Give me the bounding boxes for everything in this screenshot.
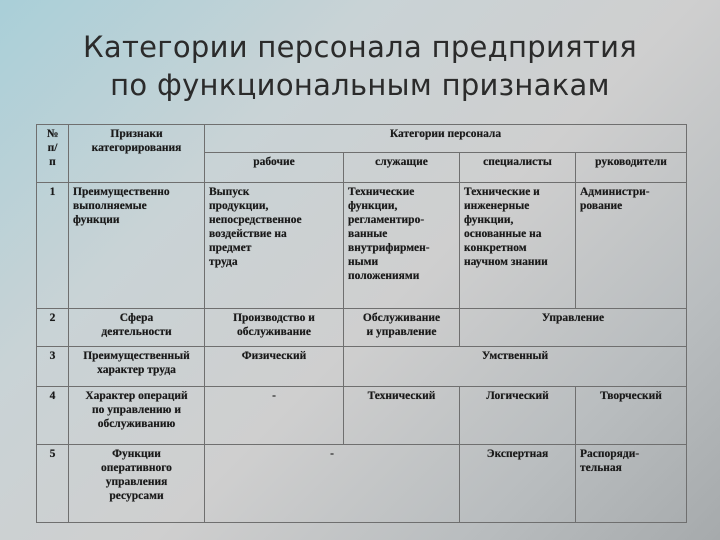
header-managers: руководители [576, 153, 687, 183]
row-sign: Преимущественный характер труда [69, 347, 205, 387]
row-number: 4 [37, 387, 69, 445]
cell-workers: Производство и обслуживание [205, 309, 344, 347]
row-number: 5 [37, 445, 69, 523]
header-sign: Признаки категорирования [69, 125, 205, 183]
cell-employees: Технический [344, 387, 460, 445]
header-employees: служащие [344, 153, 460, 183]
cell-workers: - [205, 387, 344, 445]
cell-workers-employees: - [205, 445, 460, 523]
header-workers: рабочие [205, 153, 344, 183]
cell-specialists: Экспертная [460, 445, 576, 523]
row-sign: Функции оперативного управления ресурсами [69, 445, 205, 523]
row-sign: Сфера деятельности [69, 309, 205, 347]
slide-title [0, 28, 720, 104]
title-line-1: Категории персонала предприятия [83, 30, 637, 64]
row-number: 1 [37, 183, 69, 309]
cell-managers: Творческий [576, 387, 687, 445]
header-specialists: специалисты [460, 153, 576, 183]
table-row [37, 309, 687, 347]
row-number: 2 [37, 309, 69, 347]
cell-specialists: Технические и инженерные функции, основанные на конкретном научном знании [460, 183, 576, 309]
row-sign: Преимущественно выполняемые функции [69, 183, 205, 309]
row-number: 3 [37, 347, 69, 387]
table-row [37, 387, 687, 445]
cell-managers: Распоряди- тельная [576, 445, 687, 523]
cell-specialists-managers: Управление [460, 309, 687, 347]
table-row [37, 347, 687, 387]
personnel-categories-table [36, 124, 687, 523]
cell-employees-specialists-managers: Умственный [344, 347, 687, 387]
header-number: № п/ п [37, 125, 69, 183]
cell-employees: Обслуживание и управление [344, 309, 460, 347]
cell-workers: Выпуск продукции, непосредственное воздействие на предмет труда [205, 183, 344, 309]
cell-employees: Технические функции, регламентиро- ванные внутрифирмен- ными положениями [344, 183, 460, 309]
header-categories: Категории персонала [205, 125, 687, 153]
cell-workers: Физический [205, 347, 344, 387]
table-row [37, 445, 687, 523]
title-line-2: по функциональным признакам [110, 68, 610, 102]
cell-specialists: Логический [460, 387, 576, 445]
row-sign: Характер операций по управлению и обслуживанию [69, 387, 205, 445]
cell-managers: Администри- рование [576, 183, 687, 309]
table-row [37, 183, 687, 309]
